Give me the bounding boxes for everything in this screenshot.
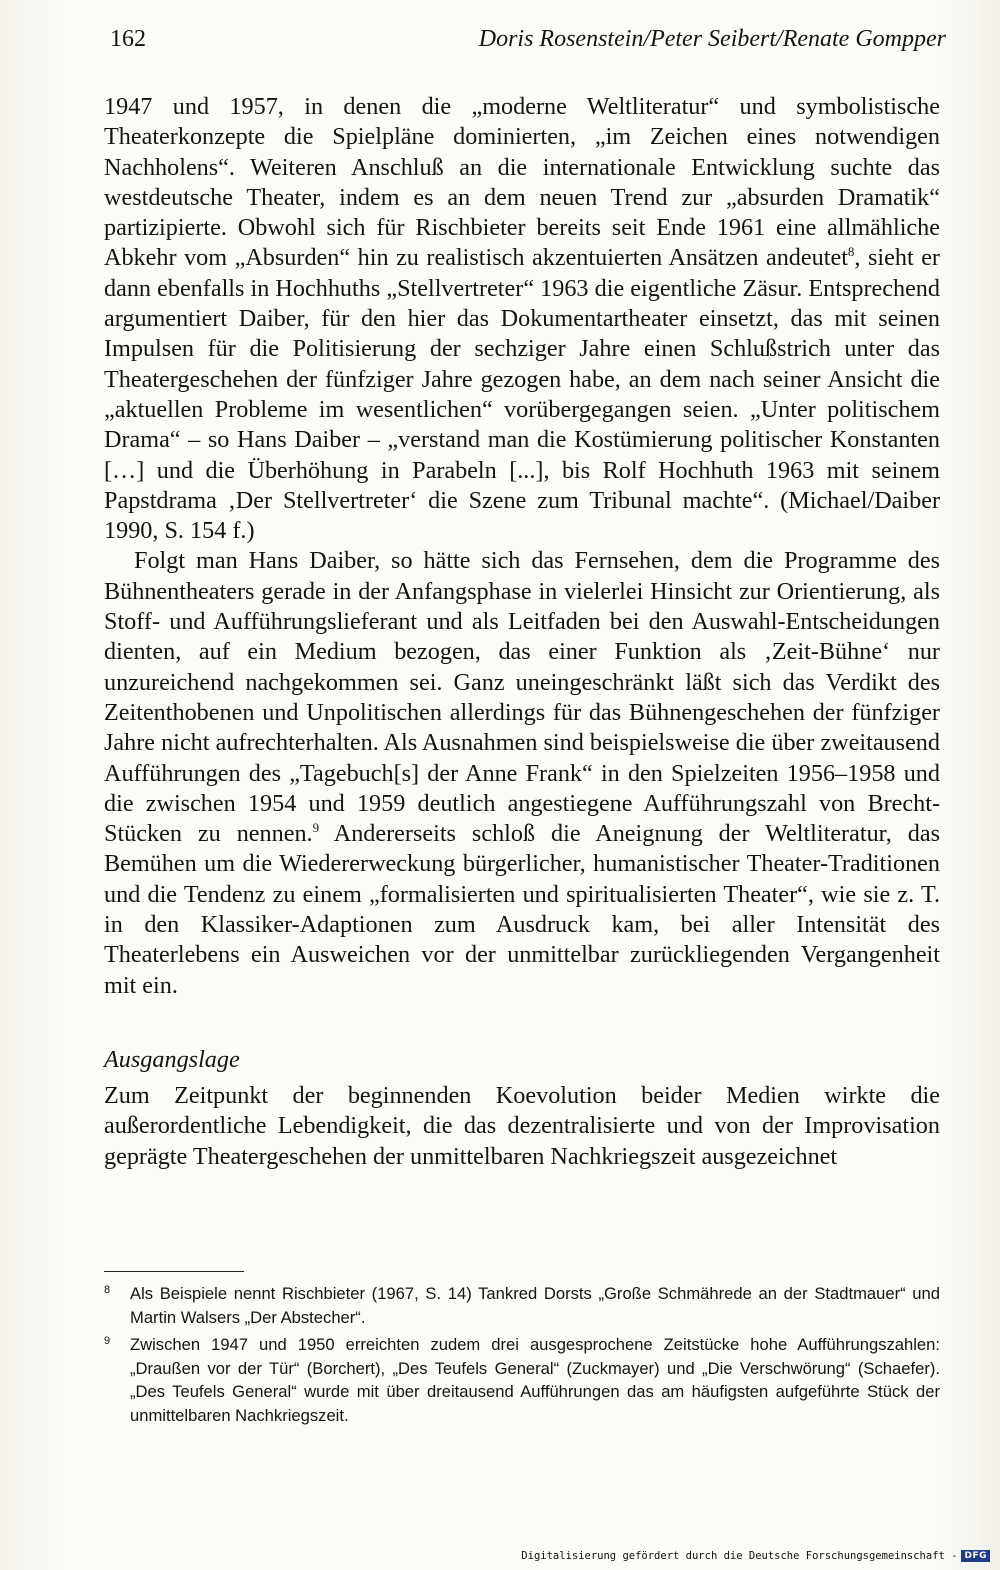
- paragraph-text: Folgt man Hans Daiber, so hätte sich das Fernsehen, dem die Programme des Bühnentheaters gerade in der Anfangsphase in vielerlei Hinsicht zur Orientierung, als Stoff- und Aufführungslieferant und als Leitfaden bei den Auswahl-Entscheidungen dienten, auf ein Medium bezogen, das einer Funktion als ‚Zeit-Bühne‘ nur unzureichend nachgekommen sei. Ganz uneingeschränkt läßt sich das Verdikt des Zeitenthobenen und Unpolitischen allerdings für das Bühnengeschehen der fünfziger Jahre nicht aufrechterhalten. Als Ausnahmen sind beispielsweise die über zweitausend Aufführungen des „Tagebuch[s] der Anne Frank“ in den Spielzeiten 1956–1958 und die zwischen 1954 und 1959 deutlich angestiegene Aufführungszahl von Brecht-Stücken zu nennen.: [104, 547, 940, 848]
- footnote-mark: 9: [104, 1335, 111, 1347]
- footnote: [104, 1333, 940, 1427]
- footnote-text: Zwischen 1947 und 1950 erreichten zudem drei ausgesprochene Zeitstücke hohe Aufführungszahlen: „Draußen vor der Tür“ (Borchert), „Des Teufels General“ (Zuckmayer) und „Die Verschwörung“ (Schaefer). „Des Teufels General“ wurde mit über dreitausend Aufführungen das am häufigsten aufgeführte Stück der unmittelbaren Nachkriegszeit.: [130, 1335, 940, 1425]
- footnote-divider: [104, 1271, 244, 1272]
- paragraph: [104, 546, 940, 1000]
- paragraph-text: Andererseits schloß die Aneignung der Weltliteratur, das Bemühen um die Wiedererweckung bürgerlicher, humanistischer Theater-Traditionen und die Tendenz zu einem „formalisierten und spiritualisierten Theater“, wie sie z. T. in den Klassiker-Adaptionen zum Ausdruck kam, bei aller Intensität des Theaterlebens ein Ausweichen vor der unmittelbar zurückliegenden Vergangenheit mit ein.: [104, 820, 941, 999]
- paragraph: Zum Zeitpunkt der beginnenden Koevolution beider Medien wirkte die außerordentliche Lebendigkeit, die das dezentralisierte und von der Improvisation geprägte Theatergeschehen der unmittelbaren Nachkriegszeit ausgezeichnet: [104, 1081, 940, 1170]
- running-head: Doris Rosenstein/Peter Seibert/Renate Gompper: [478, 26, 946, 52]
- footnote-mark: 8: [104, 1284, 111, 1296]
- page-number: 162: [110, 26, 146, 52]
- footnotes: [104, 1282, 940, 1431]
- paragraph-text: 1947 und 1957, in denen die „moderne Weltliteratur“ und symbolistische Theaterkonzepte die Spielpläne dominierten, „im Zeichen eines notwendigen Nachholens“. Weiteren Anschluß an die internationale Entwicklung suchte das westdeutsche Theater, indem es an dem neuen Trend zur „absurden Dramatik“ partizipierte. Obwohl sich für Rischbieter bereits seit Ende 1961 eine allmähliche Abkehr vom „Absurden“ hin zu realistisch akzentuierten Ansätzen andeutet: [104, 93, 940, 272]
- footnote: [104, 1282, 940, 1329]
- section-heading: Ausgangslage: [104, 1045, 240, 1073]
- digitization-notice: [521, 1548, 990, 1564]
- digitization-text: Digitalisierung gefördert durch die Deutsche Forschungsgemeinschaft -: [521, 1550, 958, 1562]
- paragraph: [104, 92, 940, 546]
- page-header: [110, 26, 946, 60]
- dfg-logo: DFG: [961, 1550, 990, 1562]
- footnote-text: Als Beispiele nennt Rischbieter (1967, S. 14) Tankred Dorsts „Große Schmährede an der Stadtmauer“ und Martin Walsers „Der Abstecher“.: [130, 1284, 940, 1327]
- body-text: [104, 92, 940, 1172]
- footnote-reference: 9: [312, 820, 320, 836]
- footnote-reference: 8: [847, 244, 855, 260]
- paragraph-text: , sieht er dann ebenfalls in Hochhuths „Stellvertreter“ 1963 die eigentliche Zäsur. Entsprechend argumentiert Daiber, für den hier das Dokumentartheater einsetzt, das mit seinen Impulsen für die Politisierung der sechziger Jahre einen Schlußstrich unter das Theatergeschehen der fünfziger Jahre gezogen habe, an dem nach seiner Ansicht die „aktuellen Probleme im wesentlichen“ vorübergegangen seien. „Unter politischem Drama“ – so Hans Daiber – „verstand man die Kostümierung politischer Konstanten […] und die Überhöhung in Parabeln [...], bis Rolf Hochhuth 1963 mit seinem Papstdrama ‚Der Stellvertreter‘ die Szene zum Tribunal machte“. (Michael/Daiber 1990, S. 154 f.): [104, 244, 940, 545]
